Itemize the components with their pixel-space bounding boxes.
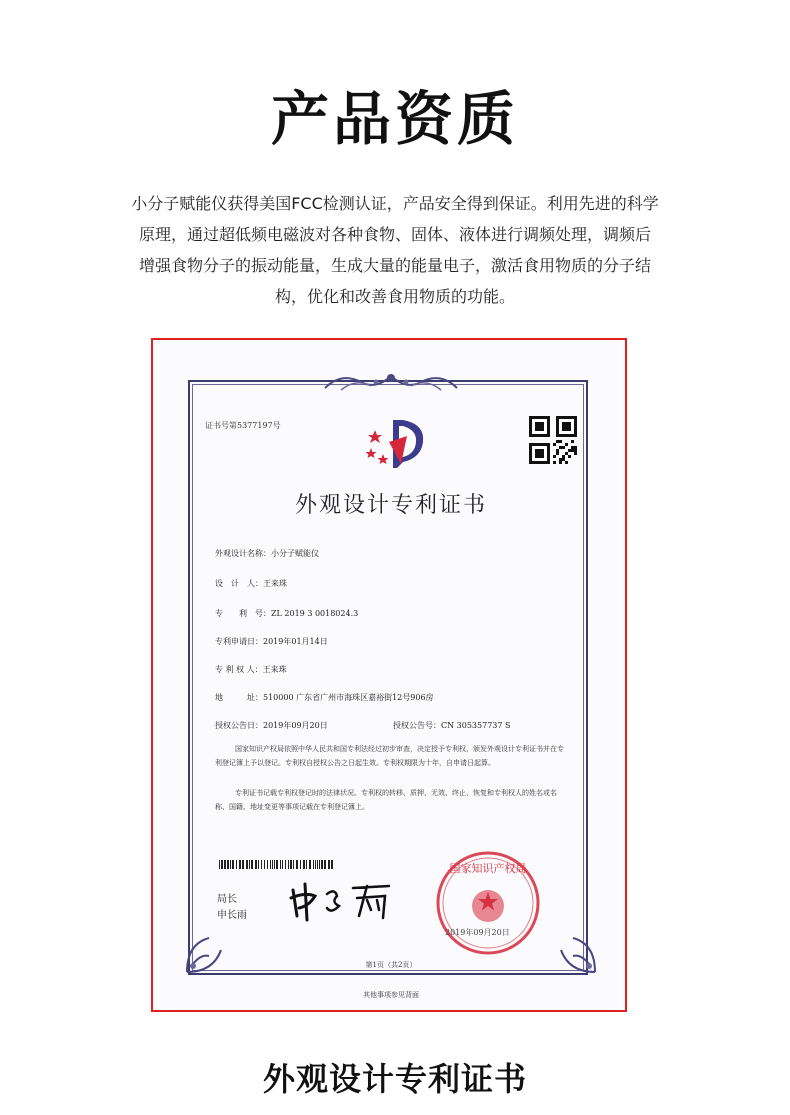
official-seal-icon [433, 848, 543, 958]
intro-line-1: 小分子赋能仪获得美国FCC检测认证，产品安全得到保证。利用先进的科学 [131, 194, 659, 213]
director-block [217, 892, 247, 924]
field-address [215, 692, 434, 703]
intro-text [78, 188, 712, 312]
footer-note: 其他事项参见背面 [363, 991, 419, 999]
field-application-date [215, 636, 328, 647]
field-value: 王来珠 [262, 665, 287, 674]
intro-line-2: 原理，通过超低频电磁波对各种食物、固体、液体进行调频处理，调频后 [138, 225, 651, 244]
barcode-icon [219, 860, 335, 869]
field-value: 2019年01月14日 [263, 637, 328, 646]
field-label: 授权公告日： [215, 721, 263, 730]
intro-line-4: 构，优化和改善食用物质的功能。 [274, 287, 515, 306]
field-value: 小分子赋能仪 [271, 549, 319, 558]
certificate-paper [153, 340, 625, 1010]
field-label: 设 计 人： [215, 579, 263, 588]
field-grant-number [393, 720, 511, 731]
field-label: 专 利 号： [215, 609, 271, 618]
field-design-name [215, 548, 319, 559]
director-name: 申长雨 [217, 910, 247, 921]
director-title: 局长 [217, 894, 237, 905]
field-label: 授权公告号： [393, 721, 441, 730]
field-patent-number [215, 608, 358, 619]
qr-code-icon [529, 416, 577, 464]
field-value: 王来珠 [263, 579, 287, 588]
certificate-paragraph-1: 国家知识产权局依照中华人民共和国专利法经过初步审查，决定授予专利权，颁发外观设计专利证书并在专利登记簿上予以登记。专利权自授权公告之日起生效。专利权期限为十年，自申请日起算。 [215, 745, 564, 767]
field-label: 地 址： [215, 693, 263, 702]
field-label: 专 利 权 人： [215, 665, 263, 674]
intro-line-3: 增强食物分子的振动能量，生成大量的能量电子，激活食用物质的分子结 [138, 256, 651, 275]
certificate-image-frame [151, 338, 627, 1012]
page-title: 产品资质 [270, 85, 519, 153]
seal-date: 2019年09月20日 [445, 928, 510, 937]
field-patentee [215, 664, 287, 675]
field-designer [215, 578, 287, 589]
certificate-caption: 外观设计专利证书 [262, 1060, 527, 1098]
field-label: 专利申请日： [215, 637, 263, 646]
field-value: ZL 2019 3 0018024.3 [271, 609, 359, 618]
page-number: 第1页（共2页） [365, 961, 417, 969]
handwritten-signature-icon [287, 876, 395, 924]
field-label: 外观设计名称： [215, 549, 271, 558]
certificate-paragraph-2: 专利证书记载专利权登记时的法律状况。专利权的转移、质押、无效、终止、恢复和专利权人的姓名或名称、国籍、地址变更等事项记载在专利登记簿上。 [215, 789, 557, 811]
field-value: 510000 广东省广州市海珠区嘉裕街12号906房 [263, 693, 434, 702]
seal-text: 国家知识产权局 [449, 862, 527, 875]
top-ornament-icon [321, 368, 461, 394]
patent-office-logo-icon [363, 412, 433, 472]
field-grant-date [215, 720, 328, 731]
certificate-heading: 外观设计专利证书 [294, 493, 487, 518]
bottom-right-ornament-icon [547, 924, 603, 980]
field-value: CN 305357737 S [441, 721, 511, 730]
certificate-number: 证书号第5377197号 [205, 421, 281, 430]
bottom-left-ornament-icon [179, 924, 235, 980]
field-value: 2019年09月20日 [263, 721, 328, 730]
